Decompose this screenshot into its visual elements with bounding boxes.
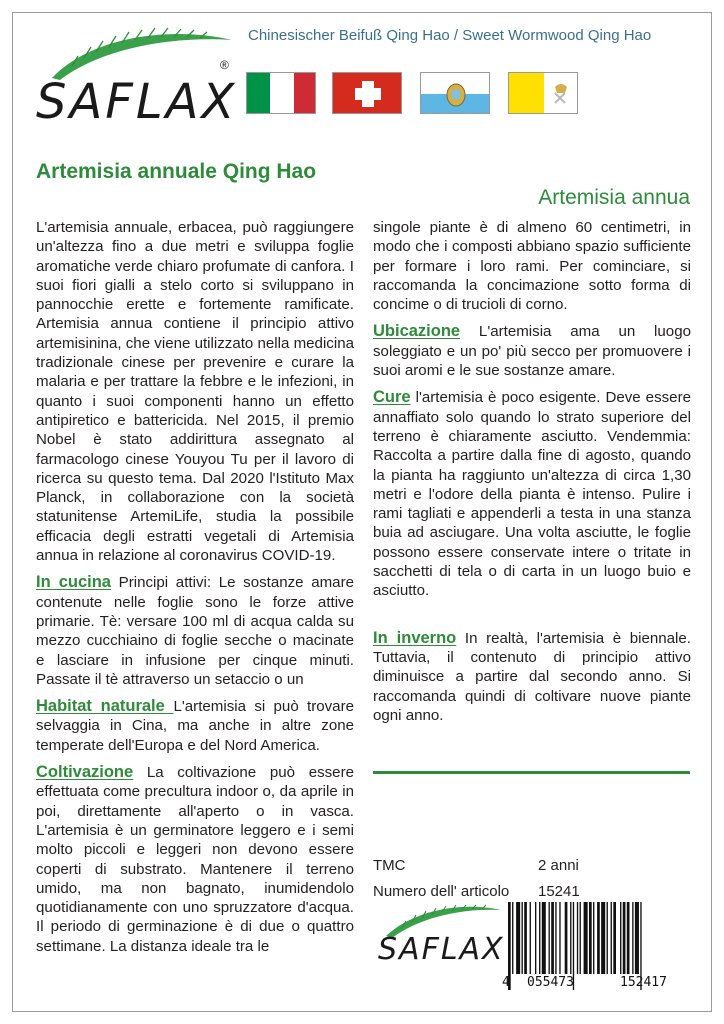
section-cucina: [36, 573, 354, 689]
section-habitat: [36, 697, 354, 755]
section-coltivazione: [36, 763, 354, 956]
section-divider: [373, 771, 690, 774]
article-value: 15241: [538, 883, 580, 900]
barcode-digit-first: 4: [502, 975, 510, 990]
tmc-value: 2 anni: [538, 857, 579, 874]
san-marino-flag-icon: [420, 72, 490, 114]
barcode-bar: [580, 902, 581, 974]
text-coltivazione: La coltivazione può essere effettuata come precultura indoor o, da aprile in poi, direttamente all'aperto o in vasca. L'artemisia è un germinatore leggero e i semi molto piccoli e leggeri non devono essere coperti di substrato. Mantenere il terreno umido, ma non bagnato, inumidendolo quotidianamente con uno spruzzatore d'acqua. Il periodo di germinazione è di due o quattro settimane. La distanza ideale tra le: [36, 764, 354, 955]
barcode-bar: [601, 902, 605, 974]
text-ubicazione: L'artemisia ama un luogo soleggiato e un po' più secco per promuovere i suoi aromi e le sue sostanze amare.: [373, 323, 691, 380]
barcode-bar: [539, 902, 540, 974]
barcode-bar: [620, 902, 621, 974]
heading-inverno: In inverno: [373, 628, 457, 647]
text-inverno: In realtà, l'artemisia è biennale. Tuttavia, il contenuto di principio attivo diminuisce a partire dal secondo anno. Si raccomanda quindi di coltivare nuove piante ogni anno.: [373, 629, 691, 724]
barcode-digits-left: 055473: [527, 975, 574, 990]
heading-coltivazione: Coltivazione: [36, 763, 134, 782]
barcode-bar: [516, 902, 520, 974]
article-row: [373, 883, 580, 900]
vatican-flag-icon: [508, 72, 578, 114]
barcode-bar: [522, 902, 523, 974]
header: [0, 0, 724, 140]
switzerland-flag-icon: [332, 72, 402, 114]
barcode-digits-right: 152417: [620, 975, 667, 990]
section-ubicazione: [373, 322, 691, 380]
intro-paragraph: L'artemisia annuale, erbacea, può raggiungere un'altezza fino a due metri e sviluppa foglie aromatiche verde chiaro profumate di canfora. I suoi fiori gialli a stelo corto si sviluppano in pannocchie erette e fortemente ramificate. Artemisia annua contiene il principio attivo artemisinina, che viene utilizzato nella medicina tradizionale cinese per prevenire e curare la malaria e per trattare la febbre e le infezioni, in quanto i suoi componenti hanno un effetto antipiretico e battericida. Nel 2015, il premio Nobel è stato addirittura assegnato al farmacologo cinese Youyou Tu per il lavoro di ricerca su questo tema. Dal 2020 l'Istituto Max Planck, in collaborazione con la società statunitense ArtemiLife, studia la possibile efficacia degli estratti vegetali di Artemisia annua in relazione al coronavirus COVID-19.: [36, 219, 354, 565]
barcode-bar: [551, 902, 554, 974]
heading-ubicazione: Ubicazione: [373, 322, 461, 341]
barcode-bar: [584, 902, 588, 974]
right-column: [373, 218, 691, 733]
barcode-bar: [524, 902, 527, 974]
article-label: Numero dell' articolo: [373, 883, 510, 900]
barcode-bar: [597, 902, 600, 974]
text-habitat: L'artemisia si può trovare selvaggia in Cina, ma anche in altre zone temperate dell'Europa e del Nord America.: [36, 698, 354, 754]
barcode-bar: [623, 902, 626, 974]
left-column: [36, 218, 354, 964]
barcode-bar: [565, 902, 568, 974]
barcode-bar: [555, 902, 556, 974]
botanical-name: Artemisia annua: [538, 186, 690, 209]
tmc-row: [373, 857, 579, 874]
top-title: Chinesischer Beifuß Qing Hao / Sweet Wormwood Qing Hao: [248, 27, 652, 44]
text-cure: l'artemisia è poco esigente. Deve essere annaffiato solo quando lo strato superiore del terreno è chiaramente asciutto. Vendemmia: Raccolta a partire dalla fine di agosto, quando la pianta ha raggiunto un'altezza di circa 1,30 metri e l'odore della pianta è intenso. Pulire i rami tagliati e appenderli a testa in una stanza buia ad asciugare. Una volta asciutte, le foglie possono essere conservate intere o tritate in sacchetti di tela o di carta in un luogo buio e asciutto.: [373, 389, 691, 600]
barcode-bar: [635, 902, 639, 974]
text-cucina: Principi attivi: Le sostanze amare contenute nelle foglie sono le forze attive primarie. Tè: versare 100 ml di acqua calda su mezzo cucchiaino di foglie secche o macinate e lasciare in infusione per cinque minuti. Passate il tè attraverso un setaccio o un: [36, 574, 354, 688]
registered-mark: ®: [220, 58, 229, 72]
main-title: Artemisia annuale Qing Hao: [36, 160, 317, 183]
barcode-bar: [570, 902, 571, 974]
barcode-bar: [589, 902, 592, 974]
section-cure: [373, 388, 691, 600]
brand-name-small: SAFLAX: [378, 932, 505, 967]
barcode-bar: [549, 902, 550, 974]
heading-cucina: In cucina: [36, 573, 111, 592]
italy-flag-icon: [246, 72, 316, 114]
brand-name: SAFLAX: [36, 74, 238, 130]
barcode-bar: [512, 902, 513, 974]
saflax-logo-small: [376, 902, 506, 982]
barcode-bar: [632, 902, 633, 974]
coltivazione-continued: singole piante è di almeno 60 centimetri, in modo che i composti abbiano spazio sufficiente per formare i loro rami. Per cominciare, si raccomanda la concimazione sotto forma di concime o di trucioli di corno.: [373, 219, 691, 314]
barcode-bar: [607, 902, 608, 974]
section-inverno: [373, 629, 691, 725]
barcode-bar: [542, 902, 546, 974]
barcode-bar: [611, 902, 612, 974]
barcode-bar: [627, 902, 630, 974]
heading-habitat: Habitat naturale: [36, 697, 174, 716]
barcode-bar: [530, 902, 531, 974]
saflax-logo: [32, 26, 242, 130]
barcode-bar: [593, 902, 594, 974]
barcode-bar: [577, 902, 578, 974]
tmc-label: TMC: [373, 857, 406, 874]
barcode-bar: [535, 902, 536, 974]
barcode-bar: [613, 902, 616, 974]
barcode-bar: [559, 902, 560, 974]
heading-cure: Cure: [373, 388, 411, 407]
